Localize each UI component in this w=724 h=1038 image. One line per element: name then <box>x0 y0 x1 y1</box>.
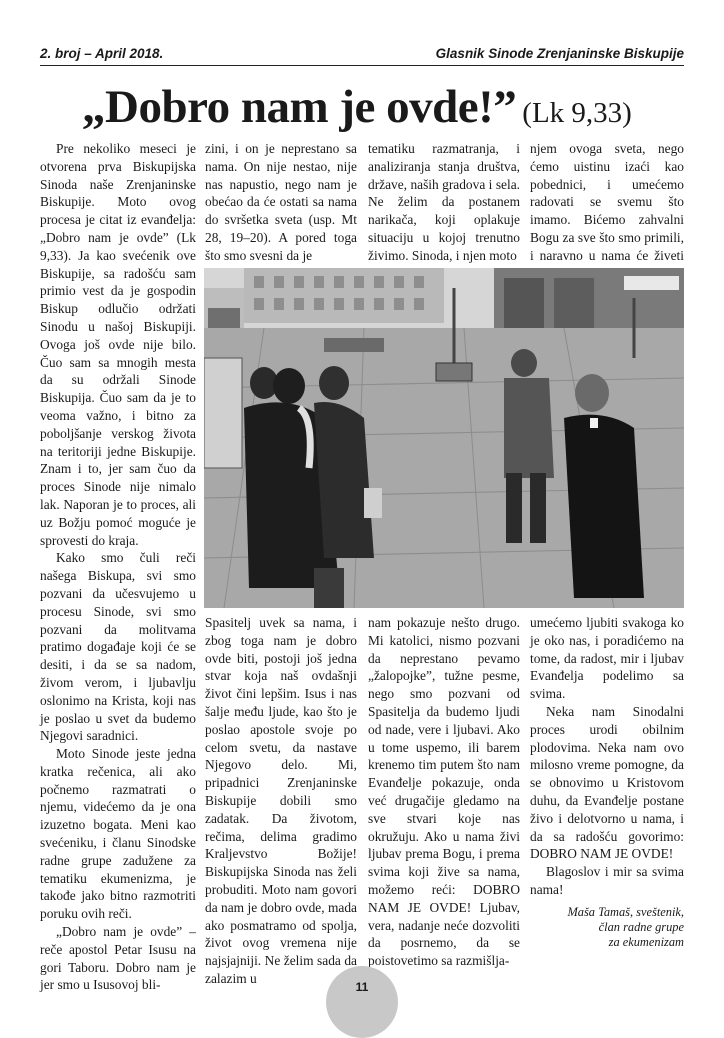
signature-line: član radne grupe <box>598 919 684 934</box>
signature-line: za ekumenizam <box>608 934 684 949</box>
article-photo <box>204 268 684 608</box>
page-header <box>40 46 684 64</box>
paragraph: Blagoslov i mir sa svima nama! <box>530 864 684 897</box>
paragraph: Pre nekoliko meseci je otvorena prva Biskupijska Sinoda naše Zrenjaninske Biskupije. Moto ovog procesa je citat iz evanđelja: „Dobro nam je ovde” (Lk 9,33). Ja kao svećenik ove Biskupije, sa radošću sam primio vest da je gospodin Biskup odlučio održati Sinodu u našoj Biskupiji. Ovoga još ovde nije bilo. Čuo sam sa mnogih mesta da su održali Sinode Biskupija. Čuo sam da je to veoma važno, i bitno za poboljšanje verskog života na teritoriji jedne Biskupije. Znam i to, jer sam čuo da proces Sinode nije nimalo lak. Naporan je to proces, ali uz Božju pomoć moguće je sprovesti do kraja. <box>40 141 196 548</box>
paragraph: zini, i on je neprestano sa nama. On nije nestao, nije nas napustio, nego nam je obećao da će ostati sa nama do svršetka sveta (usp. Mt 28, 19–20). A pored toga što smo svesni da je <box>205 141 357 263</box>
publication-name: Glasnik Sinode Zrenjaninske Biskupije <box>435 46 684 61</box>
header-divider <box>40 65 684 66</box>
paragraph: umećemo ljubiti svakoga ko je oko nas, i poradićemo na tome, da radost, mir i ljubav Evanđelja podelimo sa svima. <box>530 615 684 702</box>
paragraph: njem ovoga sveta, nego ćemo uistinu izaći kao pobednici, i umećemo radovati se svemu što imamo. Bićemo zahvalni Bogu za sve što smo primili, i naravno u nama će živeti <box>530 141 684 263</box>
paragraph: Neka nam Sinodalni proces urodi obilnim plodovima. Neka nam ovo milosno vreme pomogne, da se obnovimo u Kristovom duhu, da Evanđelje postane živo i delotvorno u nama, i da sa radošću govorimo: DOBRO NAM JE OVDE! <box>530 703 684 862</box>
signature-line: Maša Tamaš, sveštenik, <box>567 904 684 919</box>
column-2-top <box>205 140 357 265</box>
column-1 <box>40 140 196 994</box>
title-reference: (Lk 9,33) <box>522 97 632 129</box>
title-main: „Dobro nam je ovde!” <box>82 81 517 133</box>
issue-label: 2. broj – April 2018. <box>40 46 164 61</box>
column-3-top <box>368 140 520 265</box>
paragraph: tematiku razmatranja, i analiziranja stanja društva, države, naših gradova i sela. Ne želim da postanem narikača, koji oplakuje situaciju u kojoj trenutno živimo. Sinoda, i njen moto <box>368 141 520 263</box>
column-4-bottom <box>530 614 684 950</box>
column-4-top <box>530 140 684 282</box>
column-2-bottom <box>205 614 357 988</box>
paragraph: Moto Sinode jeste jedna kratka rečenica, ali ako počnemo razmatrati o njemu, videćemo da je ona izuzetno bogata. Meni kao svećeniku, i članu Sinodske radne grupe zadužene za tematiku ekumenizma, je takođe jako bitno razmotriti poruku ovih reči. <box>40 746 196 922</box>
column-3-bottom <box>368 614 520 970</box>
paragraph: Spasitelj uvek sa nama, i zbog toga nam je dobro ovde biti, postoji još jedna stvar koja naš ovdašnji život čini lepšim. Isus i nas šalje među ljude, kao što je poslao apostole svoje po celom svetu, da nastave Njegovo delo. Mi, pripadnici Zrenjaninske Biskupije dobili smo zadatak. Da životom, rečima, delima gradimo Kraljevstvo Božije! Biskupijska Sinoda nas želi probuditi. Moto nam govori da nam je dobro ovde, mada ako posmatramo od spolja, život ovog vremena nije najsjajniji. Ne želim sada da zalazim u <box>205 615 357 986</box>
article-title <box>82 80 632 134</box>
page-number-circle <box>326 966 398 1038</box>
paragraph: Kako smo čuli reči našega Biskupa, svi smo pozvani da učesvujemo u procesu Sinode, svi smo pozvani da molitvama pratimo događaje koji će se desiti, i da se sa nadom, živom verom, i ljubavlju oslonimo na Krista, koji nas je poslao u svet da budemo Njegovi saradnici. <box>40 550 196 744</box>
page-number: 11 <box>355 980 369 994</box>
paragraph: nam pokazuje nešto drugo. Mi katolici, nismo pozvani da neprestano pevamo „žalopojke”, tužne pesme, nego smo pozvani od Spasitelja da budemo ljudi od nade, vere i ljubavi. Ako u tome uspemo, ili barem krenemo tim putem što nam Evanđelje pokazuje, onda već drugačije gledamo na sve stvari koje nas okružuju. Ako u nama živi ljubav prema Bogu, i prema svima koji žive sa nama, možemo reći: DOBRO NAM JE OVDE! Ljubav, vera, nadanje neće dozvoliti da posrnemo, da se poistovetimo sa razmišlja- <box>368 615 520 969</box>
author-signature <box>530 905 684 950</box>
paragraph: „Dobro nam je ovde” – reče apostol Petar Isusu na gori Taboru. Dobro nam je jer smo u Isusovoj bli- <box>40 924 196 993</box>
